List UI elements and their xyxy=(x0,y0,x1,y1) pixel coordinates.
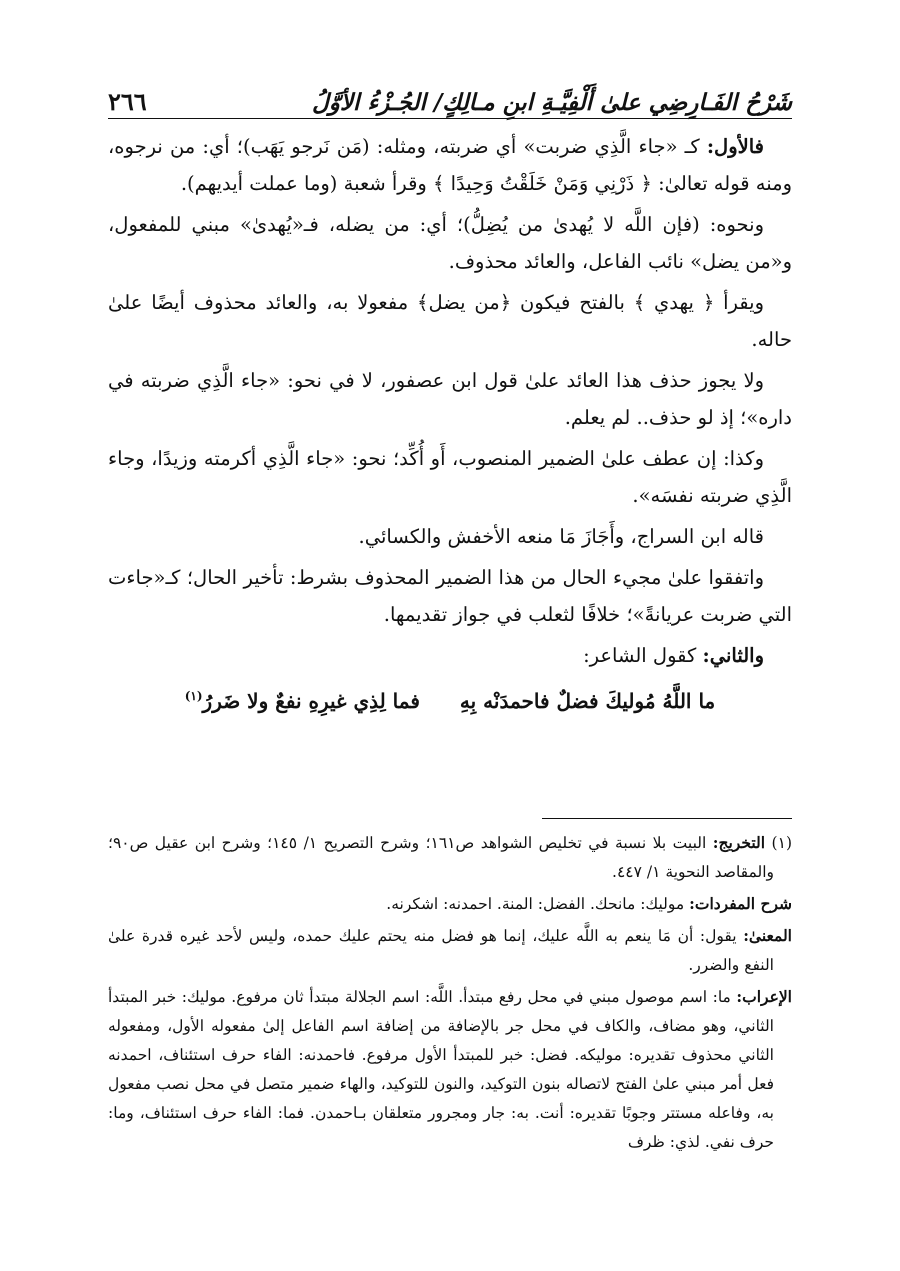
footnote-label: الإعراب: xyxy=(736,987,792,1006)
paragraph-first xyxy=(108,128,792,202)
footnote-text: ما: اسم موصول مبني في محل رفع مبتدأ. اللَّه: اسم الجلالة مبتدأ ثان مرفوع. موليك: خبر المبتدأ الثاني، وهو مضاف، والكاف في محل جر بالإضافة من إضافة اسم الفاعل إلىٰ مفعوله الأول، ومفعوله الثاني محذوف تقديره: موليكه. فضل: خبر للمبتدأ الأول مرفوع. فاحمدنه: الفاء حرف استئناف، احمدنه فعل أمر مبني علىٰ الفتح لاتصاله بنون التوكيد، والنون للتوكيد، والهاء ضمير متصل في محل نصب مفعول به، وفاعله مستتر وجوبًا تقديره: أنت. به: جار ومجرور متعلقان بـاحمدن. فما: الفاء حرف استئناف، وما: حرف نفي. لذي: ظرف xyxy=(108,988,774,1151)
paragraph: ولا يجوز حذف هذا العائد علىٰ قول ابن عصفور، لا في نحو: «جاء الَّذِي ضربته في داره»؛ إذ لو حذف.. لم يعلم. xyxy=(108,369,792,429)
footnote-marker: (١) xyxy=(771,834,792,852)
footnote-divider xyxy=(542,818,792,819)
paragraph-text: كـ «جاء الَّذِي ضربت» أي ضربته، ومثله: (مَن نَرجو يَهَب)؛ أي: من نرجوه، ومنه قوله تعالىٰ: ﴿ ذَرْنِي وَمَنْ خَلَقْتُ وَحِيدًا ﴾ وقرأ شعبة (وما عملت أيديهم). xyxy=(108,135,792,195)
footnote-text: يقول: أن مَا ينعم به اللَّه عليك، إنما هو فضل منه يحتم عليك حمده، وليس لأحد غيره قدرة علىٰ النفع والضرر. xyxy=(108,927,774,974)
paragraph-label: والثاني: xyxy=(702,644,764,667)
footnote-meaning xyxy=(108,921,792,980)
footnote-label: شرح المفردات: xyxy=(689,894,792,913)
paragraph-second xyxy=(108,637,792,674)
footnote-label: التخريج: xyxy=(712,833,766,852)
running-title: شَرْحُ الفَـارِضِي علىٰ أَلْفِيَّـةِ ابنِ مـالِكٍ/ الجُـزْءُ الأوَّلُ xyxy=(312,89,792,116)
verse-first-hemistich: ما اللَّهُ مُوليكَ فضلٌ فاحمدَنْه بِهِ xyxy=(459,688,716,713)
main-text xyxy=(108,128,792,720)
paragraph: قاله ابن السراج، وأَجَازَ مَا منعه الأخفش والكسائي. xyxy=(358,525,764,548)
paragraph-text: كقول الشاعر: xyxy=(583,644,703,667)
footnote-reference[interactable]: (١) xyxy=(184,689,203,703)
footnote-label: المعنىٰ: xyxy=(743,926,792,945)
verse-second-hemistich: فما لِذِي غيرِهِ نفعٌ ولا ضَررُ xyxy=(202,688,420,713)
header-divider xyxy=(108,118,792,119)
footnote-text: البيت بلا نسبة في تخليص الشواهد ص١٦١؛ وشرح التصريح ١/ ١٤٥؛ وشرح ابن عقيل ص٩٠؛ والمقاصد النحوية ١/ ٤٤٧. xyxy=(108,834,774,881)
footnote-text: موليك: مانحك. الفضل: المنة. احمدنه: اشكرنه. xyxy=(386,895,690,913)
page-header xyxy=(108,70,792,116)
footnote-vocabulary xyxy=(108,889,792,919)
paragraph-label: فالأول: xyxy=(706,135,764,158)
paragraph: وكذا: إن عطف علىٰ الضمير المنصوب، أَو أُكِّد؛ نحو: «جاء الَّذِي أكرمته وزيدًا، وجاء الَّذِي ضربته نفسَه». xyxy=(108,447,792,507)
paragraph: واتفقوا علىٰ مجيء الحال من هذا الضمير المحذوف بشرط: تأخير الحال؛ كـ«جاءت التي ضربت عريانةً»؛ خلافًا لثعلب في جواز تقديمها. xyxy=(108,566,792,626)
paragraph: ونحوه: (فإن اللَّه لا يُهدىٰ من يُضِلُّ)؛ أي: من يضله، فـ«يُهدىٰ» مبني للمفعول، و«من يضل» نائب الفاعل، والعائد محذوف. xyxy=(108,213,792,273)
footnote-takhrij xyxy=(108,828,792,887)
footnote-irab xyxy=(108,982,792,1157)
page-number: ٢٦٦ xyxy=(108,87,147,116)
footnotes xyxy=(108,828,792,1159)
poetry-verse xyxy=(108,678,792,720)
paragraph: ويقرأ ﴿ يهدي ﴾ بالفتح فيكون ﴿من يضل﴾ مفعولا به، والعائد محذوف أيضًا علىٰ حاله. xyxy=(108,291,792,351)
